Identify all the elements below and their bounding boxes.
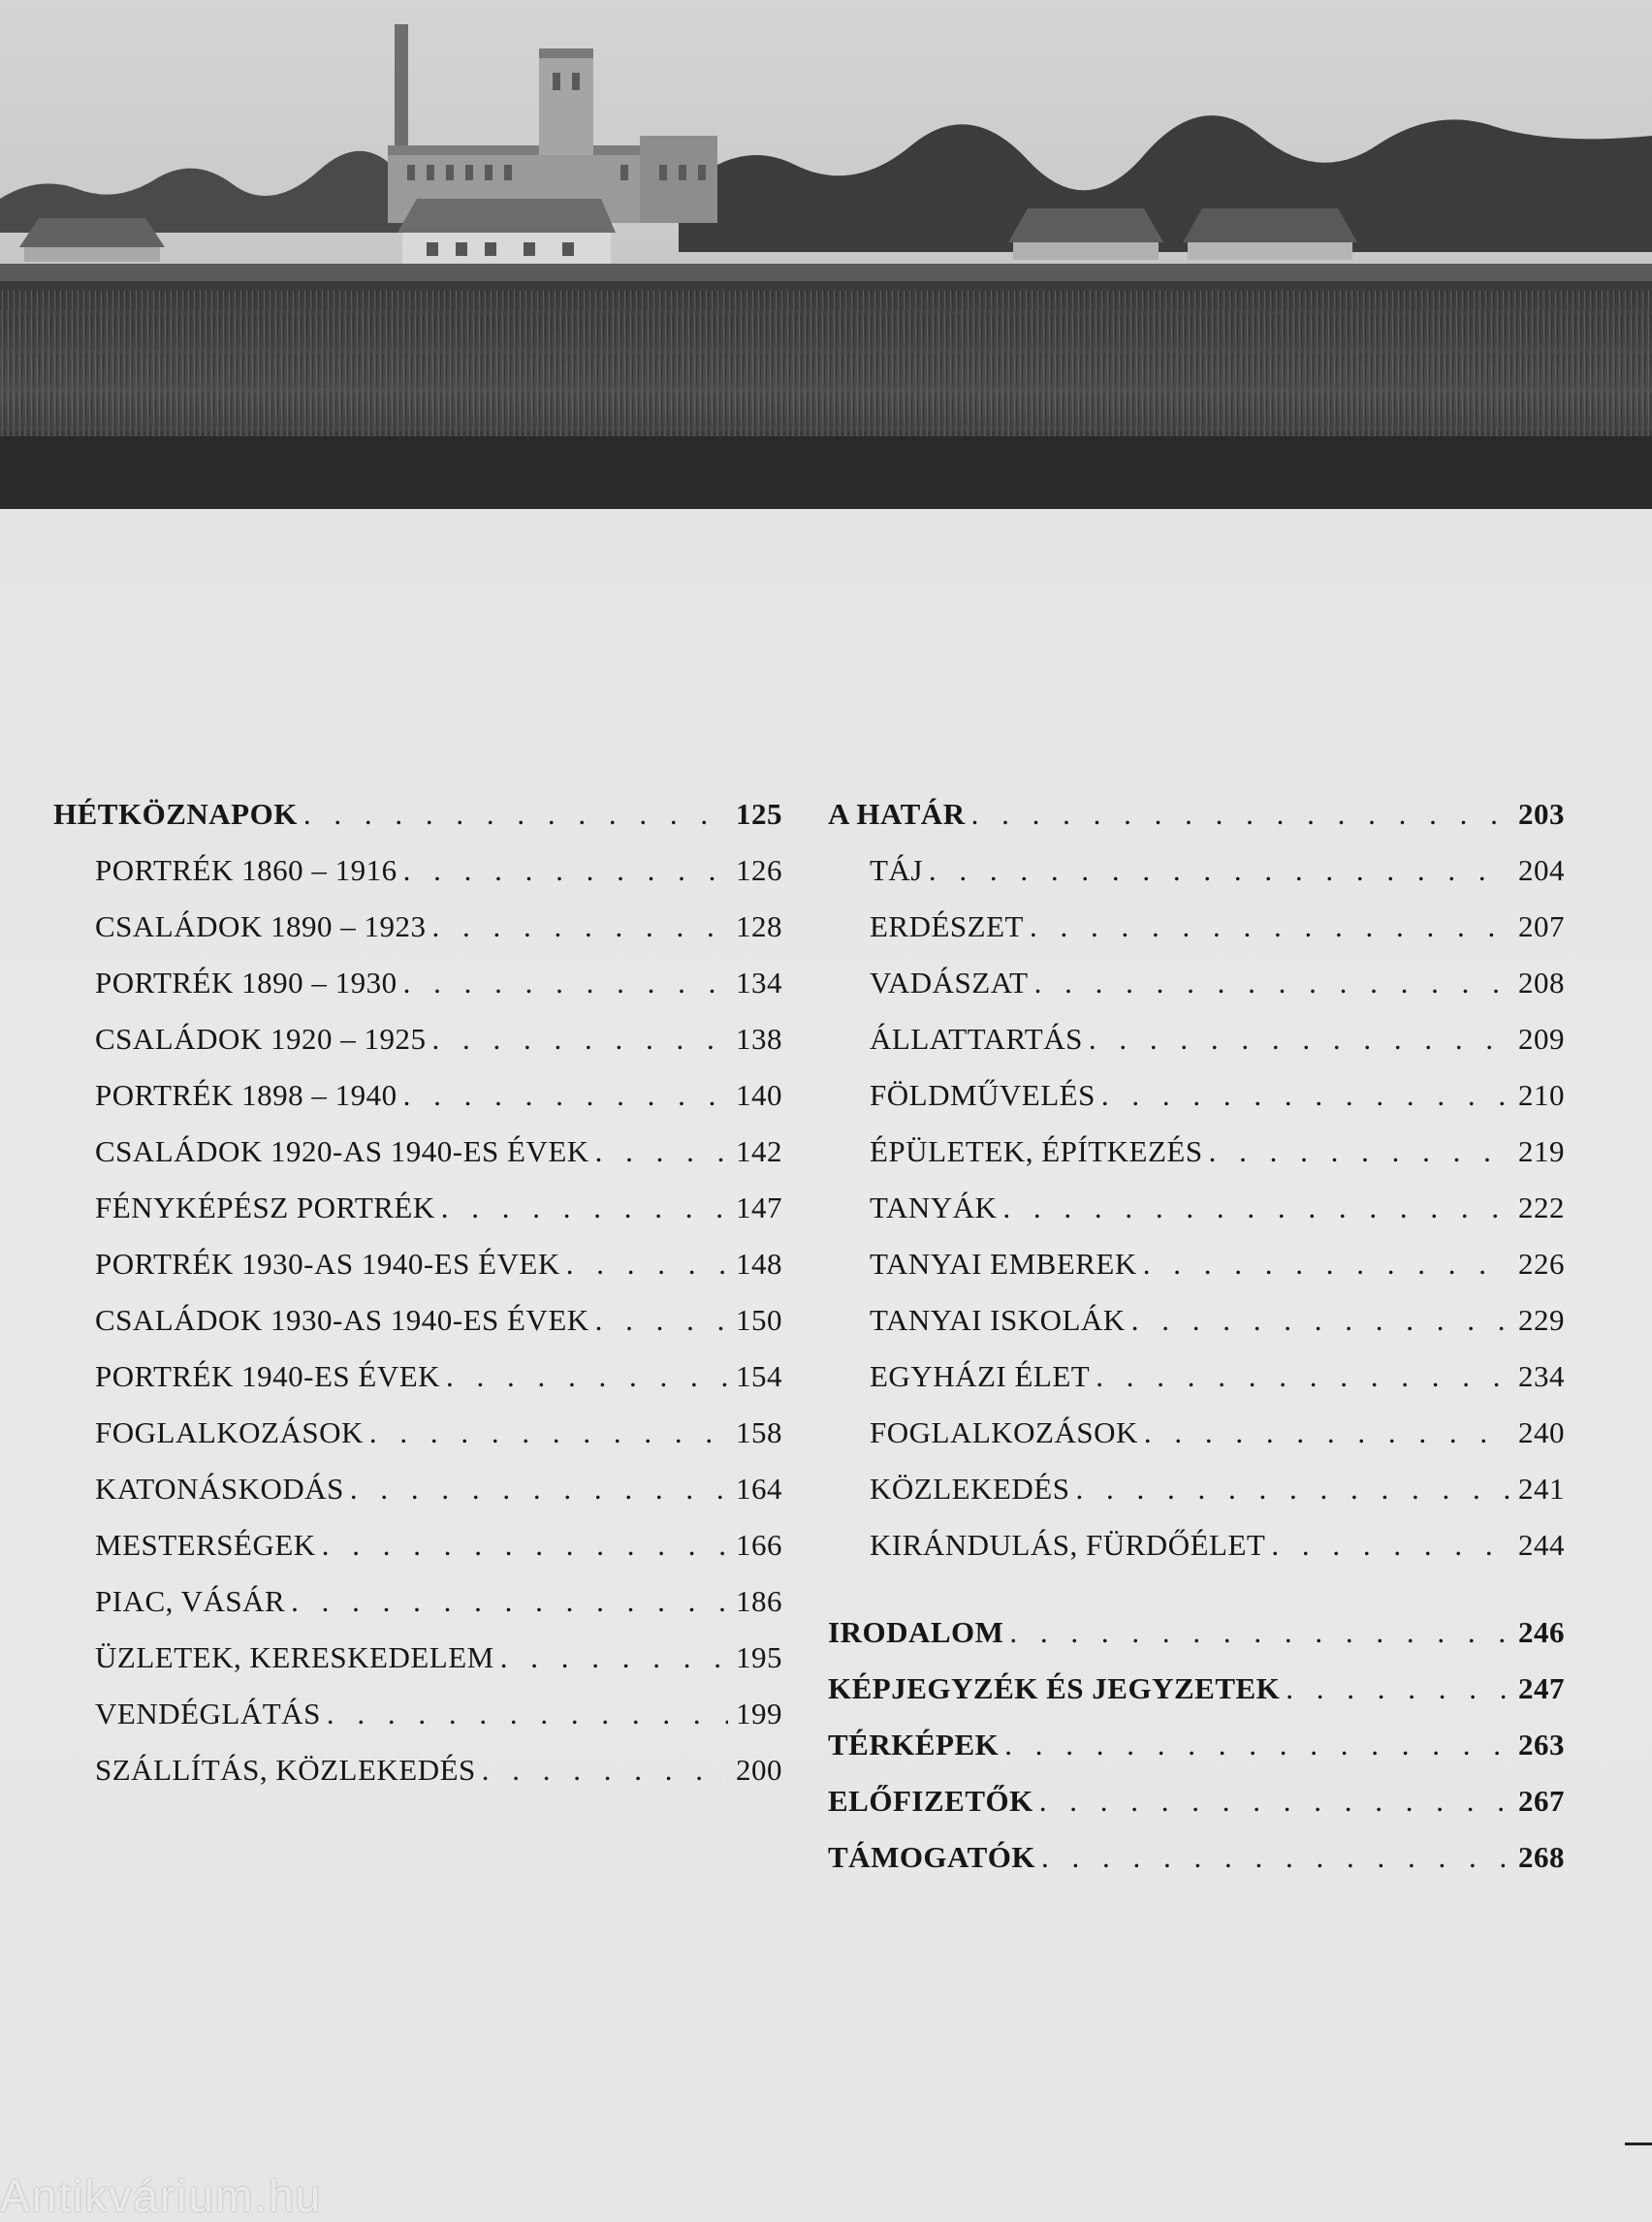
dot-leader [1209,1134,1510,1169]
toc-entry [828,1190,1565,1247]
toc-entry-label: PORTRÉK 1890 – 1930 [95,966,397,1000]
dot-leader [500,1640,728,1675]
toc-entry-page: 267 [1518,1784,1565,1818]
dot-leader [1096,1359,1510,1394]
toc-entry [53,1134,782,1190]
dot-leader [403,853,728,888]
toc-entry-page: 158 [736,1415,782,1449]
toc-entry [828,1134,1565,1190]
dot-leader [595,1134,728,1169]
toc-entry-label: CSALÁDOK 1890 – 1923 [95,909,427,943]
toc-entry-label: TÁMOGATÓK [828,1840,1036,1874]
toc-entry-label: HÉTKÖZNAPOK [53,797,298,831]
toc-entry [53,1753,782,1809]
toc-entry-label: TANYAI ISKOLÁK [870,1303,1126,1337]
toc-entry-page: 229 [1518,1303,1565,1337]
toc-entry-page: 246 [1518,1615,1565,1649]
toc-entry [53,1472,782,1528]
dot-leader [1089,1022,1510,1057]
toc-entry-page: 244 [1518,1528,1565,1562]
toc-entry-label: TANYÁK [870,1190,998,1224]
toc-entry [53,1415,782,1472]
toc-entry-label: VADÁSZAT [870,966,1029,1000]
toc-entry-page: 147 [736,1190,782,1224]
toc-entry-label: FÉNYKÉPÉSZ PORTRÉK [95,1190,435,1224]
dot-leader [595,1303,728,1338]
toc-entry-page: 138 [736,1022,782,1056]
toc-entry [828,1359,1565,1415]
toc-entry [53,966,782,1022]
toc-entry [53,909,782,966]
toc-entry [828,1415,1565,1472]
toc-entry-label: KÉPJEGYZÉK ÉS JEGYZETEK [828,1671,1281,1705]
toc-entry-page: 128 [736,909,782,943]
toc-section-entry [828,797,1565,853]
dot-leader [403,966,728,1000]
dot-leader [1039,1784,1510,1819]
toc-entry [53,1640,782,1697]
toc-entry-label: SZÁLLÍTÁS, KÖZLEKEDÉS [95,1753,476,1787]
toc-entry-page: 203 [1518,797,1565,831]
toc-entry-page: 222 [1518,1190,1565,1224]
toc-entry-label: VENDÉGLÁTÁS [95,1697,321,1730]
toc-entry-label: A HATÁR [828,797,966,831]
toc-right-column [828,797,1565,1896]
dot-leader [1286,1671,1510,1706]
dot-leader [971,797,1510,832]
toc-entry-label: PORTRÉK 1930-AS 1940-ES ÉVEK [95,1247,560,1281]
toc-entry-label: FÖLDMŰVELÉS [870,1078,1096,1112]
toc-entry-page: 241 [1518,1472,1565,1506]
toc-entry-page: 208 [1518,966,1565,1000]
dot-leader [303,797,728,832]
toc-entry [53,1303,782,1359]
toc-entry [828,1022,1565,1078]
toc-entry-page: 200 [736,1753,782,1787]
toc-entry [53,1022,782,1078]
toc-entry [828,1528,1565,1584]
toc-entry-label: TANYAI EMBEREK [870,1247,1137,1281]
toc-entry [53,1190,782,1247]
dot-leader [929,853,1510,888]
dot-leader [441,1190,728,1225]
toc-entry-label: MESTERSÉGEK [95,1528,316,1562]
toc-entry [53,1078,782,1134]
dot-leader [1143,1247,1510,1282]
toc-entry-label: PORTRÉK 1860 – 1916 [95,853,397,887]
dot-leader [446,1359,728,1394]
dot-leader [1131,1303,1510,1338]
toc-section-entry [828,1728,1565,1784]
toc-entry-label: TÁJ [870,853,923,887]
toc-entry [53,1247,782,1303]
toc-entry-label: FOGLALKOZÁSOK [870,1415,1138,1449]
dot-leader [1041,1840,1510,1875]
toc-entry-page: 195 [736,1640,782,1674]
toc-section-entry [828,1615,1565,1671]
dot-leader [1004,1728,1510,1762]
toc-entry [53,1528,782,1584]
toc-entry-label: KIRÁNDULÁS, FÜRDŐÉLET [870,1528,1266,1562]
toc-entry-label: KÖZLEKEDÉS [870,1472,1070,1506]
dot-leader [432,1022,728,1057]
toc-entry-page: 210 [1518,1078,1565,1112]
dot-leader [291,1584,728,1619]
toc-section-entry [828,1784,1565,1840]
toc-entry-page: 263 [1518,1728,1565,1762]
toc-entry-page: 219 [1518,1134,1565,1168]
toc-entry [53,1697,782,1753]
toc-entry [53,853,782,909]
dot-leader [482,1753,728,1788]
toc-entry-page: 207 [1518,909,1565,943]
dot-leader [369,1415,728,1450]
toc-entry-page: 166 [736,1528,782,1562]
dot-leader [350,1472,728,1507]
toc-entry-page: 125 [736,797,782,831]
dot-leader [403,1078,728,1113]
dot-leader [1030,909,1510,944]
toc-entry-page: 154 [736,1359,782,1393]
toc-entry-page: 226 [1518,1247,1565,1281]
toc-entry-page: 142 [736,1134,782,1168]
toc-entry-label: EGYHÁZI ÉLET [870,1359,1091,1393]
toc-entry-page: 134 [736,966,782,1000]
toc-entry-page: 164 [736,1472,782,1506]
toc-entry-label: PORTRÉK 1898 – 1940 [95,1078,397,1112]
toc-entry-page: 126 [736,853,782,887]
toc-entry [53,1359,782,1415]
toc-entry-label: TÉRKÉPEK [828,1728,1000,1762]
toc-entry-label: FOGLALKOZÁSOK [95,1415,364,1449]
toc-entry-label: PORTRÉK 1940-ES ÉVEK [95,1359,441,1393]
toc-section-entry [828,1840,1565,1896]
edge-mark [1625,2143,1652,2145]
toc-entry-page: 199 [736,1697,782,1730]
toc-entry [828,909,1565,966]
toc-entry-page: 148 [736,1247,782,1281]
toc-entry-label: ERDÉSZET [870,909,1024,943]
toc-entry-label: KATONÁSKODÁS [95,1472,344,1506]
toc-entry-page: 140 [736,1078,782,1112]
toc-entry-label: CSALÁDOK 1920-AS 1940-ES ÉVEK [95,1134,589,1168]
toc-entry-page: 204 [1518,853,1565,887]
landscape-photo [0,0,1652,509]
toc-section-entry [53,797,782,853]
dot-leader [432,909,728,944]
toc-entry-page: 209 [1518,1022,1565,1056]
toc-entry-label: IRODALOM [828,1615,1004,1649]
toc-entry [828,1472,1565,1528]
toc-entry-page: 150 [736,1303,782,1337]
dot-leader [327,1697,728,1731]
toc-entry [828,1078,1565,1134]
toc-entry-page: 234 [1518,1359,1565,1393]
toc-entry-label: ELŐFIZETŐK [828,1784,1033,1818]
dot-leader [566,1247,728,1282]
toc-entry-page: 247 [1518,1671,1565,1705]
dot-leader [1271,1528,1510,1563]
toc-entry [828,853,1565,909]
toc-entry-page: 186 [736,1584,782,1618]
dot-leader [322,1528,728,1563]
toc-entry-page: 240 [1518,1415,1565,1449]
toc-entry-label: CSALÁDOK 1920 – 1925 [95,1022,427,1056]
toc-entry [828,1247,1565,1303]
dot-leader [1101,1078,1510,1113]
toc-left-column [53,797,782,1809]
toc-entry [828,966,1565,1022]
dot-leader [1009,1615,1510,1650]
dot-leader [1002,1190,1510,1225]
toc-entry-label: PIAC, VÁSÁR [95,1584,286,1618]
toc-entry-label: ÜZLETEK, KERESKEDELEM [95,1640,494,1674]
dot-leader [1144,1415,1510,1450]
toc-entry-label: CSALÁDOK 1930-AS 1940-ES ÉVEK [95,1303,589,1337]
toc-entry-label: ÉPÜLETEK, ÉPÍTKEZÉS [870,1134,1203,1168]
dot-leader [1075,1472,1510,1507]
toc-entry [53,1584,782,1640]
watermark: Antikvárium.hu [0,2171,323,2221]
toc-section-entry [828,1671,1565,1728]
toc-entry-label: ÁLLATTARTÁS [870,1022,1083,1056]
toc-entry-page: 268 [1518,1840,1565,1874]
toc-entry [828,1303,1565,1359]
dot-leader [1034,966,1510,1000]
section-gap [828,1584,1565,1615]
